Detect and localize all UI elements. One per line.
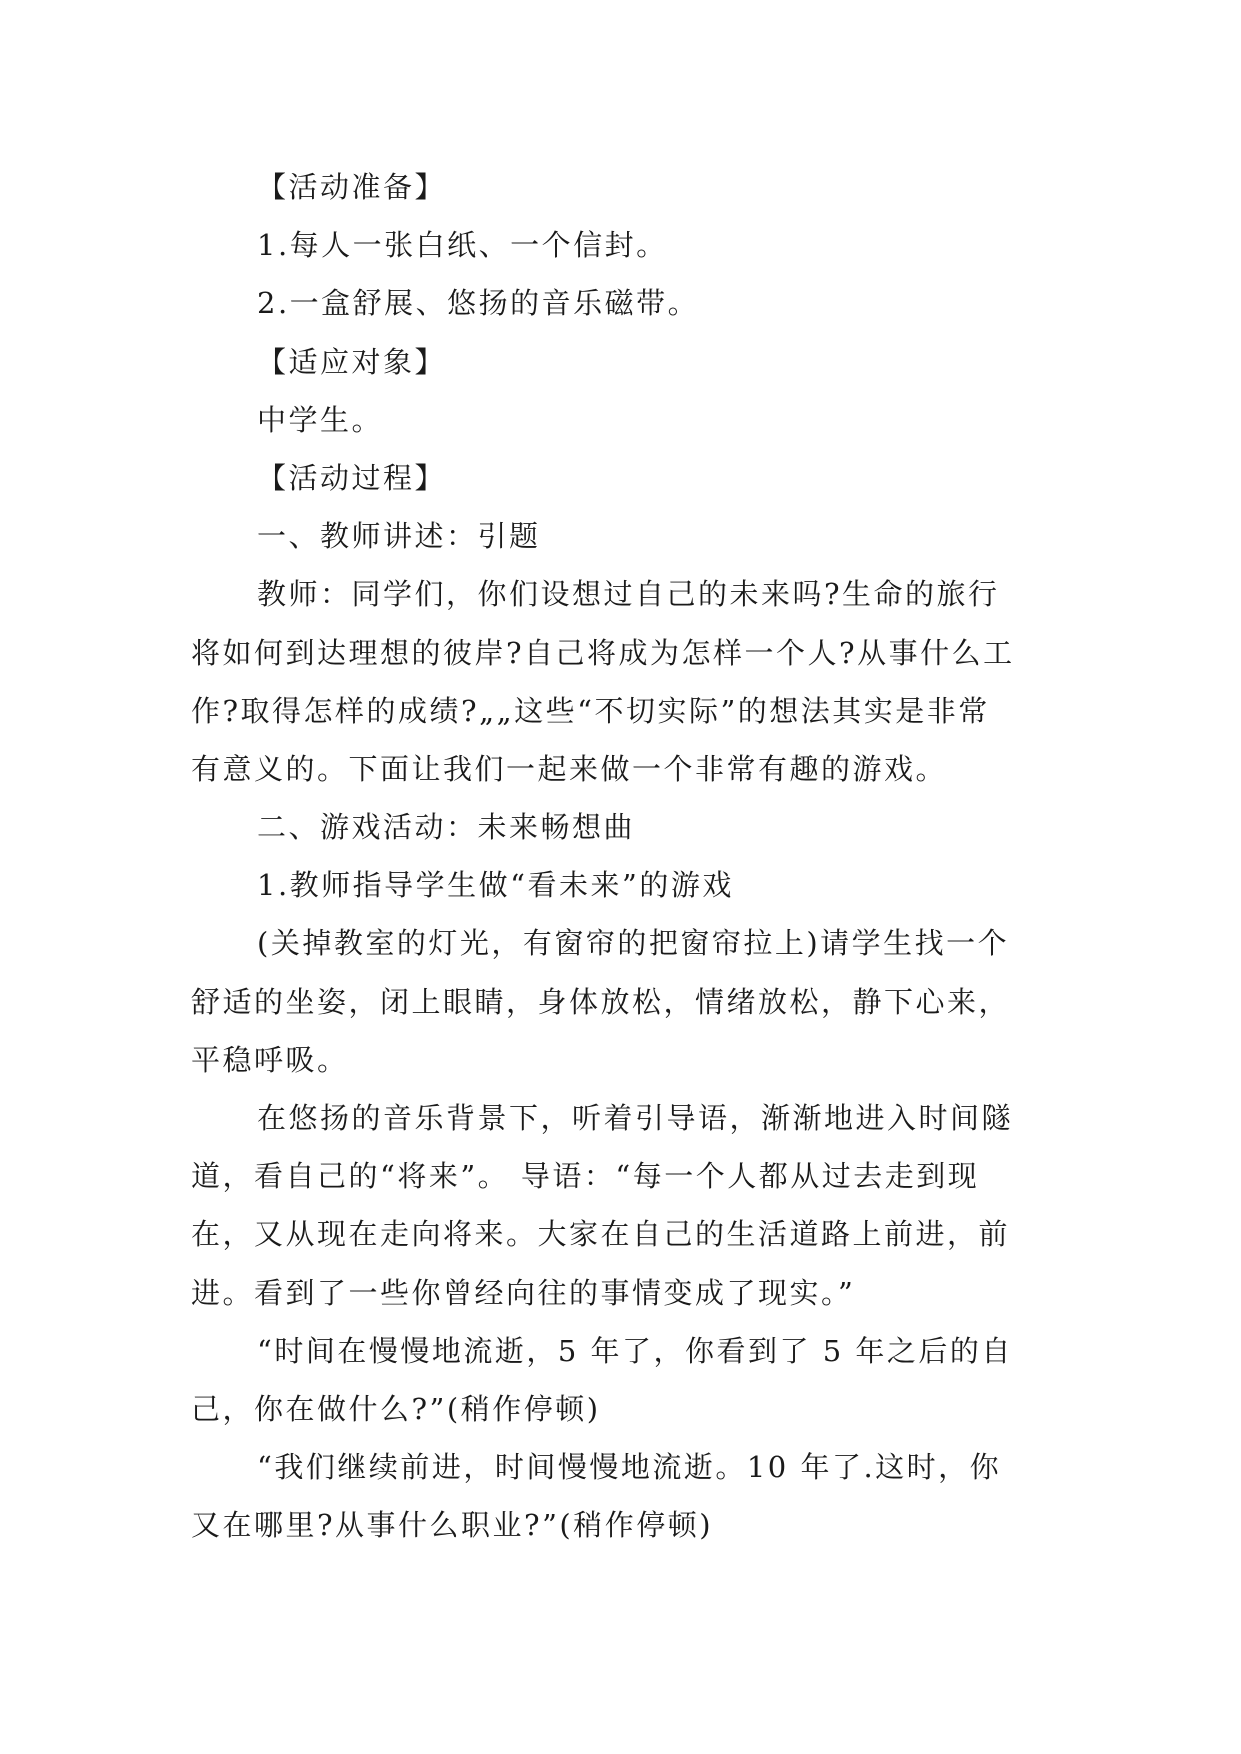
list-item: 2.一盒舒展、悠扬的音乐磁带。: [257, 286, 700, 321]
paragraph-line: 有意义的。下面让我们一起来做一个非常有趣的游戏。: [191, 751, 948, 786]
paragraph-line: 将如何到达理想的彼岸?自己将成为怎样一个人?从事什么工: [191, 635, 1015, 670]
paragraph-line: 在悠扬的音乐背景下，听着引导语，渐渐地进入时间隧: [257, 1101, 1014, 1135]
paragraph-line: 教师：同学们，你们设想过自己的未来吗?生命的旅行: [257, 577, 1000, 612]
list-item: 1.每人一张白纸、一个信封。: [257, 228, 668, 263]
paragraph-line: 道，看自己的“将来”。 导语：“每一个人都从过去走到现: [191, 1159, 980, 1194]
paragraph-line: 在，又从现在走向将来。大家在自己的生活道路上前进，前: [191, 1217, 1011, 1252]
document-body: [191, 158, 1061, 1555]
list-item: 1.教师指导学生做“看未来”的游戏: [257, 868, 734, 903]
paragraph-line: “我们继续前进，时间慢慢地流逝。10 年了.这时，你: [257, 1450, 1002, 1485]
subheading: 一、教师讲述：引题: [257, 519, 541, 554]
paragraph-line: (关掉教室的灯光，有窗帘的把窗帘拉上)请学生找一个: [257, 926, 1010, 961]
paragraph-line: 中学生。: [257, 402, 384, 437]
paragraph-line: “时间在慢慢地流逝，5 年了，你看到了 5 年之后的自: [257, 1333, 1013, 1368]
paragraph-line: 进。看到了一些你曾经向往的事情变成了现实。”: [191, 1275, 856, 1310]
subheading: 二、游戏活动：未来畅想曲: [257, 810, 636, 845]
paragraph-line: 作?取得怎样的成绩?„„这些“不切实际”的想法其实是非常: [191, 693, 990, 728]
section-heading-preparation: 【活动准备】: [257, 170, 447, 204]
paragraph-line: 己，你在做什么?”(稍作停顿): [191, 1391, 601, 1426]
paragraph-line: 平稳呼吸。: [191, 1042, 349, 1077]
section-heading-process: 【活动过程】: [257, 460, 447, 495]
paragraph-line: 又在哪里?从事什么职业?”(稍作停顿): [191, 1508, 714, 1543]
section-heading-audience: 【适应对象】: [257, 344, 447, 379]
paragraph-line: 舒适的坐姿，闭上眼睛，身体放松，情绪放松，静下心来，: [191, 984, 1011, 1019]
